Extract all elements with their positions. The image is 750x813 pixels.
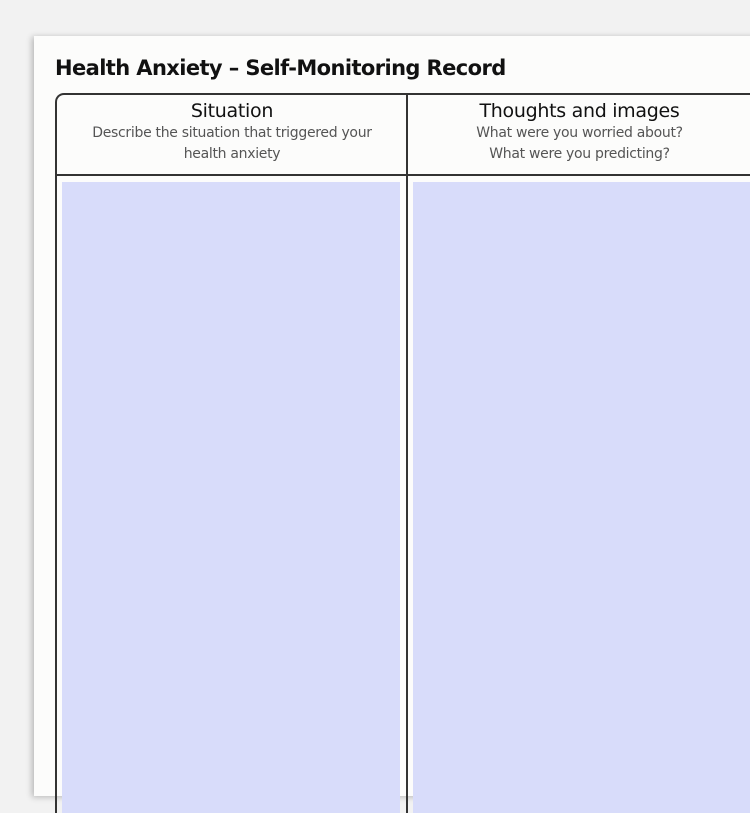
worksheet-title: Health Anxiety – Self-Monitoring Record xyxy=(55,56,506,80)
situation-prompt xyxy=(57,123,407,165)
thoughts-header xyxy=(407,95,750,176)
situation-writing-area[interactable] xyxy=(62,182,400,813)
thoughts-column xyxy=(407,95,750,813)
situation-header xyxy=(57,95,407,176)
record-table xyxy=(55,93,750,813)
situation-heading: Situation xyxy=(190,100,274,122)
situation-column xyxy=(57,95,407,813)
thoughts-prompt xyxy=(407,123,750,165)
thoughts-heading: Thoughts and images xyxy=(479,100,680,122)
situation-prompt-line: health anxiety xyxy=(183,146,281,162)
situation-prompt-line: Describe the situation that triggered your xyxy=(92,125,372,141)
thoughts-prompt-line: What were you worried about? xyxy=(476,125,683,141)
thoughts-writing-area[interactable] xyxy=(413,182,750,813)
worksheet-page xyxy=(34,36,750,796)
thoughts-prompt-line: What were you predicting? xyxy=(489,146,670,162)
